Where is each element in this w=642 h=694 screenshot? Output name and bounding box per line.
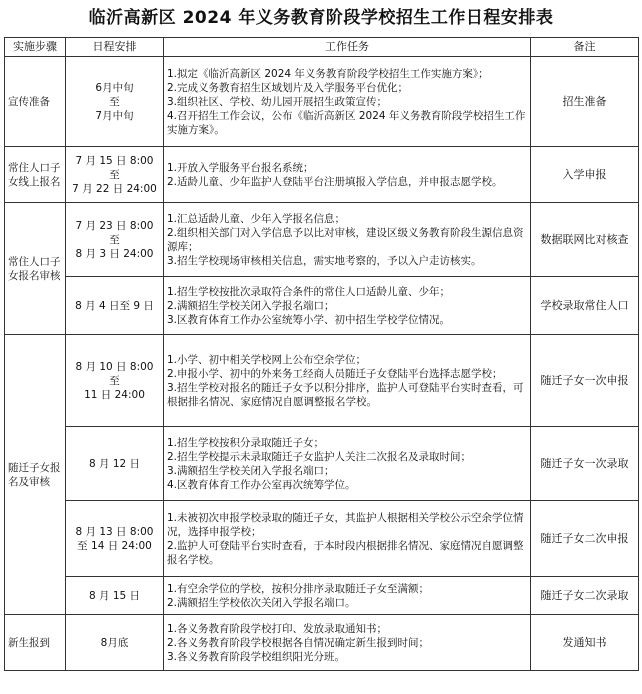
task-item: 3.招生学校现场审核相关信息，需实地考察的，予以入户走访核实。: [167, 254, 482, 267]
task-item: 1.汇总适龄儿童、少年入学报名信息；: [167, 212, 346, 225]
date-cell: [66, 147, 164, 203]
task-item: 1.拟定《临沂高新区 2024 年义务教育阶段学校招生工作实施方案》；: [167, 67, 489, 80]
date-line: 7月中旬: [95, 109, 134, 122]
task-item: 4.召开招生工作会议，公布《临沂高新区 2024 年义务教育阶段学校招生工作实施方案》。: [167, 109, 526, 136]
table-row: [5, 615, 639, 671]
schedule-table: [4, 37, 639, 671]
task-cell: [164, 335, 531, 427]
date-line: 至 14 日 24:00: [77, 539, 152, 552]
task-item: 1.招生学校按积分录取随迁子女；: [167, 436, 325, 449]
note-cell: 学校录取常住人口: [531, 277, 639, 335]
date-cell: [66, 57, 164, 147]
note-cell: 入学申报: [531, 147, 639, 203]
task-item: 3.区教育体育工作办公室统筹小学、初中招生学校学位情况。: [167, 313, 451, 326]
date-line: 7 月 23 日 8:00: [75, 219, 154, 232]
table-row: [5, 427, 639, 501]
task-cell: [164, 501, 531, 577]
task-item: 1.各义务教育阶段学校打印、发放录取通知书；: [167, 622, 388, 635]
task-cell: [164, 57, 531, 147]
date-line: 至: [109, 374, 120, 387]
table-row: [5, 57, 639, 147]
task-item: 2.申报小学、初中的外来务工经商人员随迁子女登陆平台选择志愿学校；: [167, 367, 503, 380]
page-title: 临沂高新区 2024 年义务教育阶段学校招生工作日程安排表: [88, 8, 554, 28]
header-step: 实施步骤: [5, 38, 66, 57]
task-item: 2.满额招生学校依次关闭入学报名端口。: [167, 596, 356, 609]
task-item: 2.完成义务教育招生区域划片及入学服务平台优化；: [167, 81, 409, 94]
date-line: 6月中旬: [95, 81, 134, 94]
date-cell: [66, 615, 164, 671]
date-line: 11 日 24:00: [84, 388, 145, 401]
date-line: 7 月 22 日 24:00: [72, 182, 157, 195]
step-cell: 常住人口子女报名审核: [5, 203, 66, 335]
task-item: 2.招生学校提示未录取随迁子女监护人关注二次报名及录取时间；: [167, 450, 472, 463]
date-line: 至: [109, 233, 120, 246]
step-cell: 常住人口子女线上报名: [5, 147, 66, 203]
task-item: 3.招生学校对报名的随迁子女予以积分排序，监护人可登陆平台实时查看，可根据排名情况、家庭情况自愿调整报名学校。: [167, 381, 524, 408]
step-cell: 新生报到: [5, 615, 66, 671]
date-cell: [66, 203, 164, 277]
date-line: 8 月 15 日: [88, 589, 141, 602]
date-line: 7 月 15 日 8:00: [75, 154, 154, 167]
date-line: 8 月 3 日 24:00: [75, 247, 154, 260]
note-cell: 随迁子女一次录取: [531, 427, 639, 501]
task-item: 1.有空余学位的学校，按积分排序录取随迁子女至满额；: [167, 582, 430, 595]
table-row: [5, 203, 639, 277]
task-item: 1.未被初次申报学校录取的随迁子女，其监护人根据相关学校公示空余学位情况，选择申报学校；: [167, 511, 524, 538]
task-item: 2.组织相关部门对入学信息予以比对审核，建设区级义务教育阶段生源信息资源库；: [167, 226, 524, 253]
table-row: [5, 277, 639, 335]
header-row: [5, 38, 639, 57]
table-row: [5, 335, 639, 427]
table-row: [5, 577, 639, 615]
task-item: 2.适龄儿童、少年监护人登陆平台注册填报入学信息，并申报志愿学校。: [167, 175, 503, 188]
task-item: 2.满额招生学校关闭入学报名端口；: [167, 299, 335, 312]
date-line: 至: [109, 95, 120, 108]
task-item: 2.各义务教育阶段学校根据各自情况确定新生报到时间；: [167, 636, 430, 649]
task-item: 3.满额招生学校关闭入学报名端口；: [167, 464, 335, 477]
table-row: [5, 147, 639, 203]
date-cell: [66, 335, 164, 427]
task-cell: [164, 577, 531, 615]
task-item: 4.区教育体育工作办公室再次统筹学位。: [167, 478, 356, 491]
date-line: 8 月 12 日: [88, 457, 141, 470]
note-cell: 随迁子女二次录取: [531, 577, 639, 615]
task-item: 1.开放入学服务平台报名系统；: [167, 161, 314, 174]
date-cell: [66, 427, 164, 501]
note-cell: 数据联网比对核查: [531, 203, 639, 277]
table-row: [5, 501, 639, 577]
step-cell: 宣传准备: [5, 57, 66, 147]
task-item: 1.小学、初中相关学校网上公布空余学位；: [167, 353, 367, 366]
note-cell: 招生准备: [531, 57, 639, 147]
date-line: 至: [109, 168, 120, 181]
task-item: 3.组织社区、学校、幼儿园开展招生政策宣传；: [167, 95, 388, 108]
task-cell: [164, 147, 531, 203]
task-item: 2.监护人可登陆平台实时查看，于本时段内根据排名情况、家庭情况自愿调整报名学校。: [167, 539, 524, 566]
step-cell: 随迁子女报名及审核: [5, 335, 66, 615]
task-item: 3.各义务教育阶段学校组织阳光分班。: [167, 650, 346, 663]
date-line: 8 月 13 日 8:00: [75, 525, 154, 538]
note-cell: 随迁子女一次申报: [531, 335, 639, 427]
task-cell: [164, 427, 531, 501]
date-cell: [66, 577, 164, 615]
header-note: 备注: [531, 38, 639, 57]
date-line: 8月底: [100, 636, 129, 649]
date-cell: [66, 501, 164, 577]
header-task: 工作任务: [164, 38, 531, 57]
date-cell: [66, 277, 164, 335]
task-item: 1.招生学校按批次录取符合条件的常住人口适龄儿童、少年；: [167, 285, 451, 298]
header-date: 日程安排: [66, 38, 164, 57]
task-cell: [164, 615, 531, 671]
date-line: 8 月 10 日 8:00: [75, 360, 154, 373]
date-line: 8 月 4 日至 9 日: [75, 299, 154, 312]
task-cell: [164, 203, 531, 277]
note-cell: 随迁子女二次申报: [531, 501, 639, 577]
task-cell: [164, 277, 531, 335]
note-cell: 发通知书: [531, 615, 639, 671]
